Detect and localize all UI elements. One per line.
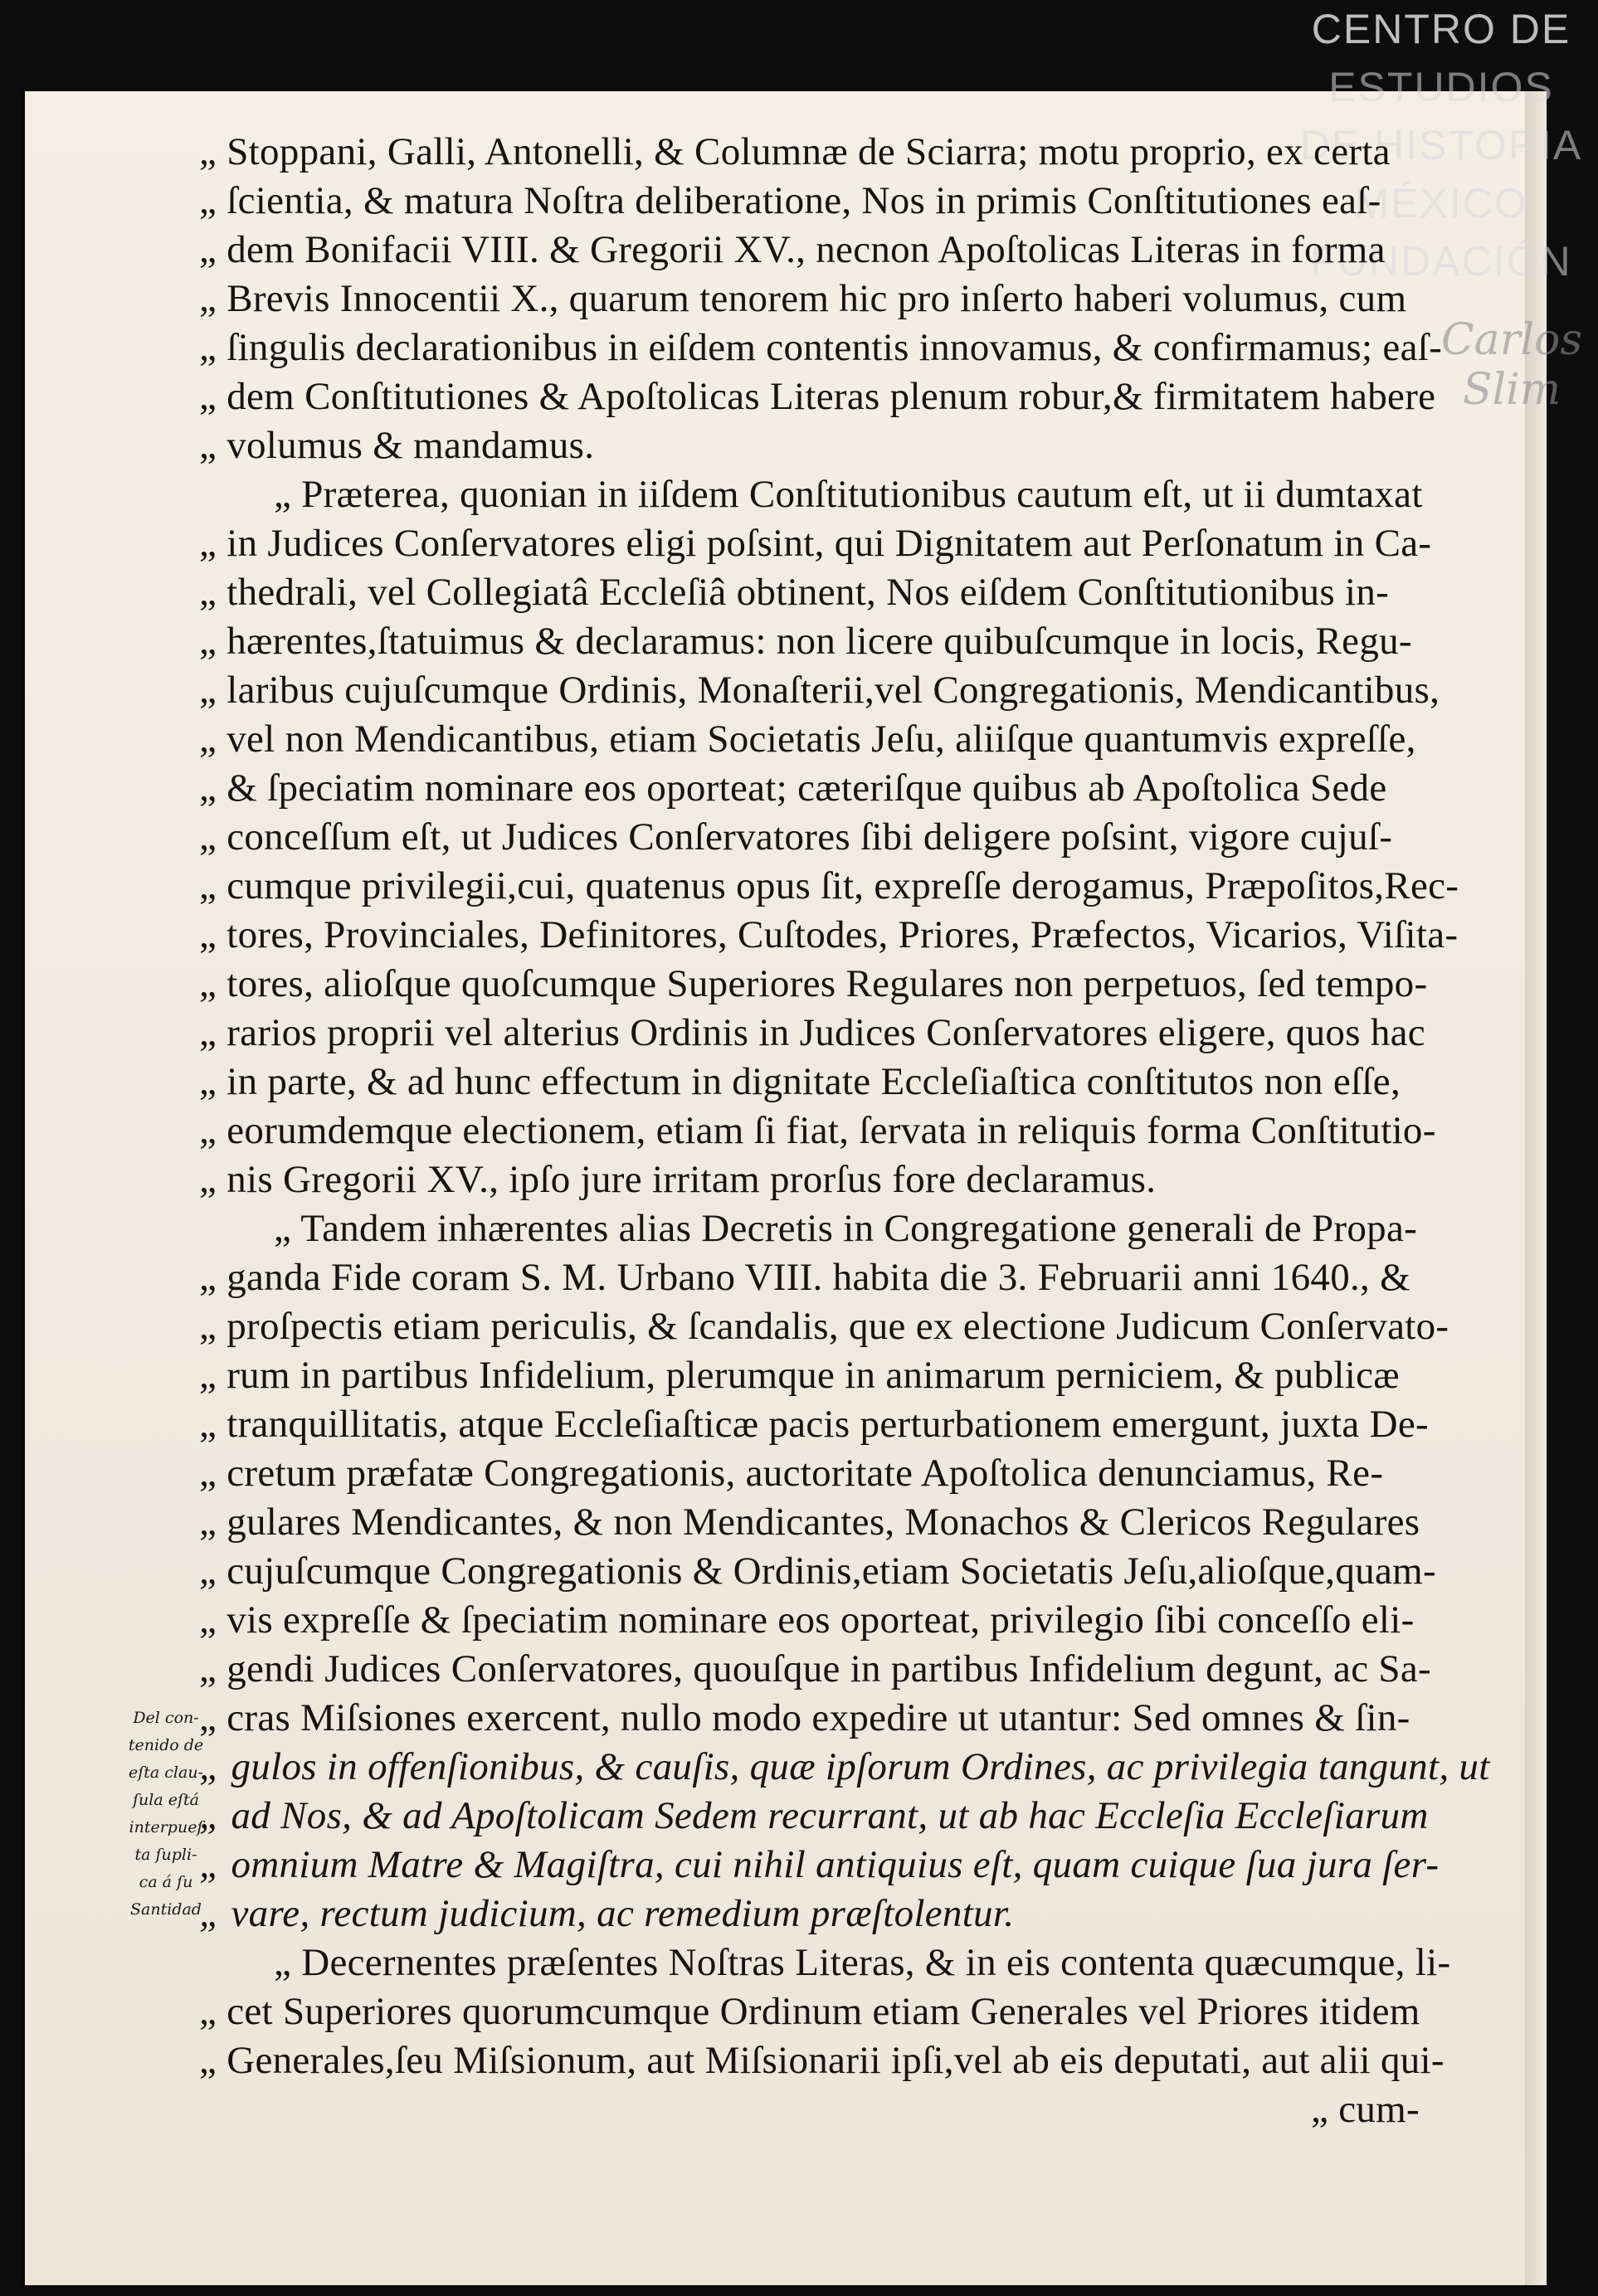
text-line: „ Stoppani, Galli, Antonelli, & Columnæ de Sciarra; motu proprio, ex certa <box>199 130 1391 173</box>
text-line: „ cum- <box>1311 2088 1420 2131</box>
watermark-line: FUNDACIÓN <box>1310 238 1572 285</box>
text-line: „ vare, rectum judicium, ac remedium præſtolentur. <box>199 1892 1015 1935</box>
text-line: „ dem Conſtitutiones & Apoſtolicas Literas plenum robur,& firmitatem habere <box>199 375 1436 418</box>
text-line: „ Decernentes præſentes Noſtras Literas, & in eis contenta quæcumque, li- <box>274 1941 1451 1984</box>
text-line: „ ganda Fide coram S. M. Urbano VIII. habita die 3. Februarii anni 1640., & <box>199 1256 1411 1299</box>
text-line: „ thedrali, vel Collegiatâ Eccleſiâ obtinent, Nos eiſdem Conſtitutionibus in- <box>199 571 1390 614</box>
margin-note-line: ca á ſu <box>139 1873 193 1891</box>
text-line: „ cujuſcumque Congregationis & Ordinis,etiam Societatis Jeſu,alioſque,quam- <box>199 1549 1436 1593</box>
text-line: „ in parte, & ad hunc effectum in dignitate Eccleſiaſtica conſtitutos non eſſe, <box>199 1060 1401 1103</box>
text-line: „ ad Nos, & ad Apoſtolicam Sedem recurrant, ut ab hac Eccleſia Eccleſiarum <box>199 1794 1429 1837</box>
text-line: „ in Judices Conſervatores eligi poſsint, qui Dignitatem aut Perſonatum in Ca- <box>199 522 1432 565</box>
text-line: „ eorumdemque electionem, etiam ſi fiat, ſervata in reliquis forma Conſtitutio- <box>199 1109 1436 1152</box>
text-line: „ vel non Mendicantibus, etiam Societatis Jeſu, aliiſque quantumvis expreſſe, <box>199 718 1416 761</box>
text-line: „ vis expreſſe & ſpeciatim nominare eos oporteat, privilegio ſibi conceſſo eli- <box>199 1598 1415 1642</box>
text-line: „ rarios proprii vel alterius Ordinis in Judices Conſervatores eligere, quos hac <box>199 1011 1425 1054</box>
text-line: „ Tandem inhærentes alias Decretis in Congregatione generali de Propa- <box>274 1207 1418 1250</box>
watermark-line: ESTUDIOS <box>1328 64 1554 110</box>
margin-note-line: ſula eſtá <box>133 1791 199 1809</box>
text-line: „ tranquillitatis, atque Eccleſiaſticæ pacis perturbationem emergunt, juxta De- <box>199 1403 1429 1446</box>
margin-note-line: tenido de <box>128 1736 204 1754</box>
text-line: „ cumque privilegii,cui, quatenus opus ſit, expreſſe derogamus, Præpoſitos,Rec- <box>199 864 1459 907</box>
text-line: „ omnium Matre & Magiſtra, cui nihil antiquius eſt, quam cuique ſua jura ſer- <box>199 1843 1440 1886</box>
text-line: „ rum in partibus Infidelium, plerumque in animarum perniciem, & publicæ <box>199 1354 1400 1397</box>
text-line: „ nis Gregorii XV., ipſo jure irritam prorſus fore declaramus. <box>199 1158 1157 1201</box>
watermark-line: CENTRO DE <box>1311 6 1571 52</box>
text-line: „ hærentes,ſtatuimus & declaramus: non licere quibuſcumque in locis, Regu- <box>199 620 1412 663</box>
margin-note-line: Santidad <box>130 1900 202 1919</box>
text-line: „ cras Miſsiones exercent, nullo modo expedire ut utantur: Sed omnes & ſin- <box>199 1696 1410 1739</box>
text-line: „ proſpectis etiam periculis, & ſcandalis, que ex electione Judicum Conſervato- <box>199 1305 1449 1348</box>
watermark-line: DE HISTORIA <box>1299 122 1583 168</box>
margin-note-line: interpueſ <box>129 1818 203 1836</box>
text-line: „ tores, alioſque quoſcumque Superiores Regulares non perpetuos, ſed tempo- <box>199 962 1428 1005</box>
margin-note <box>104 1705 228 1924</box>
text-line: „ cretum præfatæ Congregationis, auctoritate Apoſtolica denunciamus, Re- <box>199 1452 1384 1495</box>
watermark-line: MÉXICO <box>1354 180 1528 226</box>
margin-note-line: ta ſupli- <box>134 1846 197 1864</box>
text-line: „ laribus cujuſcumque Ordinis, Monaſterii,vel Congregationis, Mendicantibus, <box>199 669 1440 712</box>
text-line: „ dem Bonifacii VIII. & Gregorii XV., necnon Apoſtolicas Literas in forma <box>199 228 1386 271</box>
text-line: „ gulos in offenſionibus, & cauſis, quæ ipſorum Ordines, ac privilegia tangunt, ut <box>199 1745 1490 1788</box>
text-line: „ conceſſum eſt, ut Judices Conſervatores ſibi deligere poſsint, vigore cujuſ- <box>199 815 1393 859</box>
text-line: „ Generales,ſeu Miſsionum, aut Miſsionarii ipſi,vel ab eis deputati, aut alii qui- <box>199 2039 1445 2082</box>
text-line: „ ſcientia, & matura Noſtra deliberatione, Nos in primis Conſtitutiones eaſ- <box>199 179 1381 222</box>
text-line: „ gulares Mendicantes, & non Mendicantes, Monachos & Clericos Regulares <box>199 1501 1420 1544</box>
text-line: „ ſingulis declarationibus in eiſdem contentis innovamus, & confirmamus; eaſ- <box>199 326 1443 369</box>
text-line: „ Brevis Innocentii X., quarum tenorem hic pro inſerto haberi volumus, cum <box>199 277 1407 320</box>
text-line: „ volumus & mandamus. <box>199 424 595 467</box>
margin-note-line: Del con- <box>133 1709 199 1727</box>
text-line: „ cet Superiores quorumcumque Ordinum etiam Generales vel Priores itidem <box>199 1990 1420 2033</box>
text-line: „ gendi Judices Conſervatores, quouſque in partibus Infidelium degunt, ac Sa- <box>199 1647 1431 1690</box>
text-line: „ & ſpeciatim nominare eos oporteat; cæteriſque quibus ab Apoſtolica Sede <box>199 766 1387 810</box>
margin-note-line: eſta clau- <box>129 1763 203 1782</box>
text-line: „ tores, Provinciales, Definitores, Cuſtodes, Priores, Præfectos, Vicarios, Viſita- <box>199 913 1459 956</box>
watermark-signature: Carlos Slim <box>1440 315 1583 415</box>
text-line: „ Præterea, quonian in iiſdem Conſtitutionibus cautum eſt, ut ii dumtaxat <box>274 473 1423 516</box>
page-edge <box>1525 91 1547 2285</box>
